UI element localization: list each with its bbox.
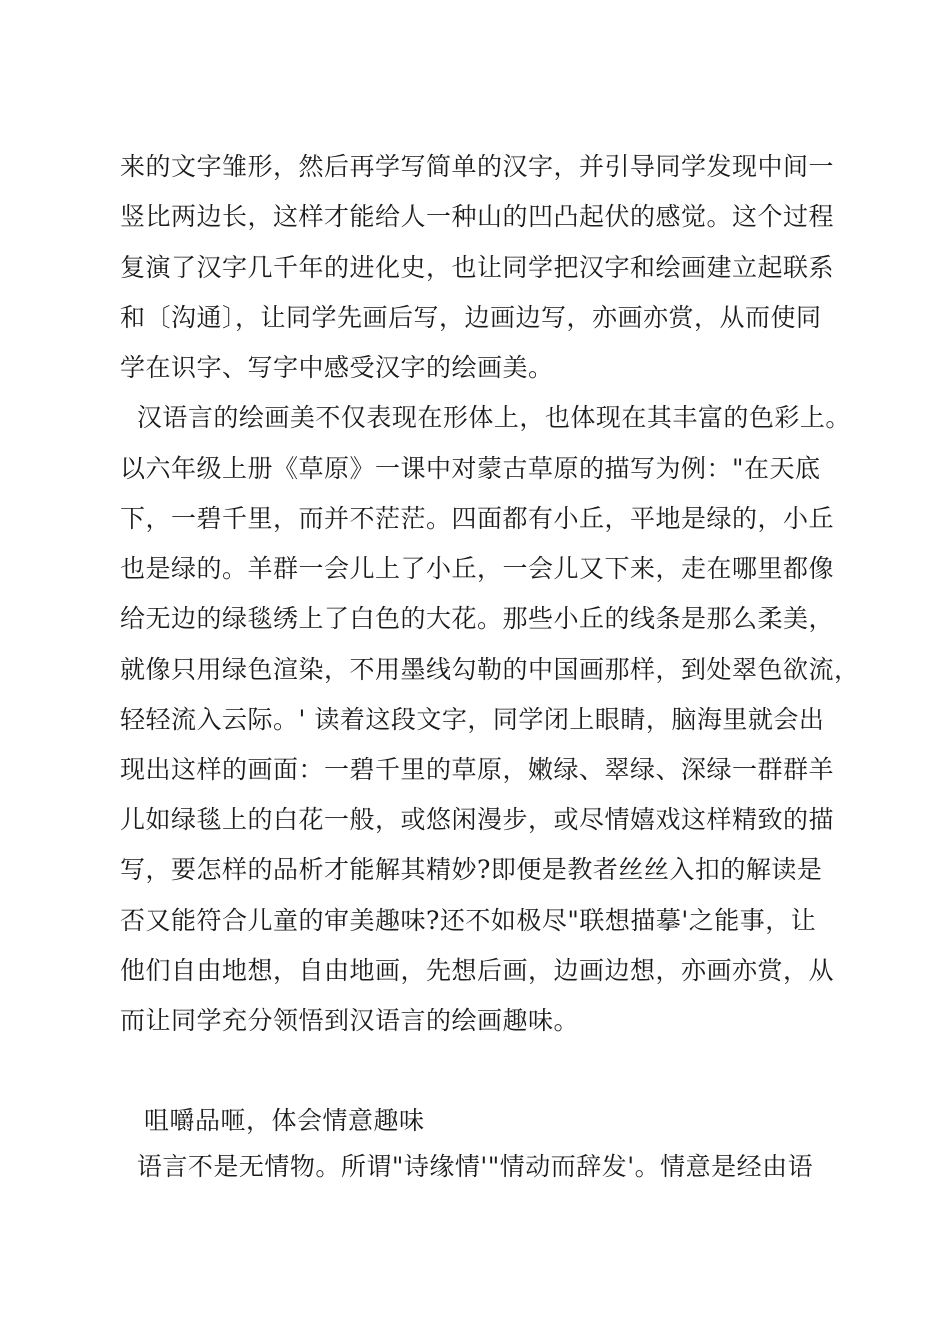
text-line: 竖比两边长，这样才能给人一种山的凹凸起伏的感觉。这个过程 (120, 202, 835, 231)
text-line: 否又能符合儿童的审美趣味?还不如极尽"联想描摹'之能事，让 (120, 906, 817, 935)
text-line: 学在识字、写字中感受汉字的绘画美。 (120, 353, 554, 382)
text-line: 轻轻流入云际。' 读着这段文字，同学闭上眼睛，脑海里就会出 (120, 705, 825, 734)
text-line: 就像只用绿色渲染，不用墨线勾勒的中国画那样，到处翠色欲流， (120, 655, 860, 684)
text-line: 给无边的绿毯绣上了白色的大花。那些小丘的线条是那么柔美， (120, 604, 835, 633)
text-line: 汉语言的绘画美不仅表现在形体上，也体现在其丰富的色彩上。 (120, 403, 851, 432)
text-line: 他们自由地想，自由地画，先想后画，边画边想，亦画亦赏，从 (120, 956, 835, 985)
text-line: 也是绿的。羊群一会儿上了小丘，一会儿又下来，走在哪里都像 (120, 554, 835, 583)
text-line: 来的文字雏形，然后再学写简单的汉字，并引导同学发现中间一 (120, 152, 835, 181)
text-line: 和〔沟通〕，让同学先画后写，边画边写，亦画亦赏，从而使同 (120, 303, 822, 332)
text-line: 下，一碧千里，而并不茫茫。四面都有小丘，平地是绿的，小丘 (120, 504, 835, 533)
text-line: 写，要怎样的品析才能解其精妙?即便是教者丝丝入扣的解读是 (120, 855, 823, 884)
section-heading: 咀嚼品咂，体会情意趣味 (144, 1106, 425, 1135)
text-line: 语言不是无情物。所谓"诗缘情'"情动而辞发'。情意是经由语 (120, 1152, 814, 1181)
text-line: 以六年级上册《草原》一课中对蒙古草原的描写为例："在天底 (120, 454, 821, 483)
text-line: 复演了汉字几千年的进化史，也让同学把汉字和绘画建立起联系 (120, 253, 835, 282)
text-line: 儿如绿毯上的白花一般，或悠闲漫步，或尽情嬉戏这样精致的描 (120, 805, 835, 834)
text-line: 现出这样的画面：一碧千里的草原，嫩绿、翠绿、深绿一群群羊 (120, 755, 835, 784)
text-line: 而让同学充分领悟到汉语言的绘画趣味。 (120, 1006, 580, 1035)
